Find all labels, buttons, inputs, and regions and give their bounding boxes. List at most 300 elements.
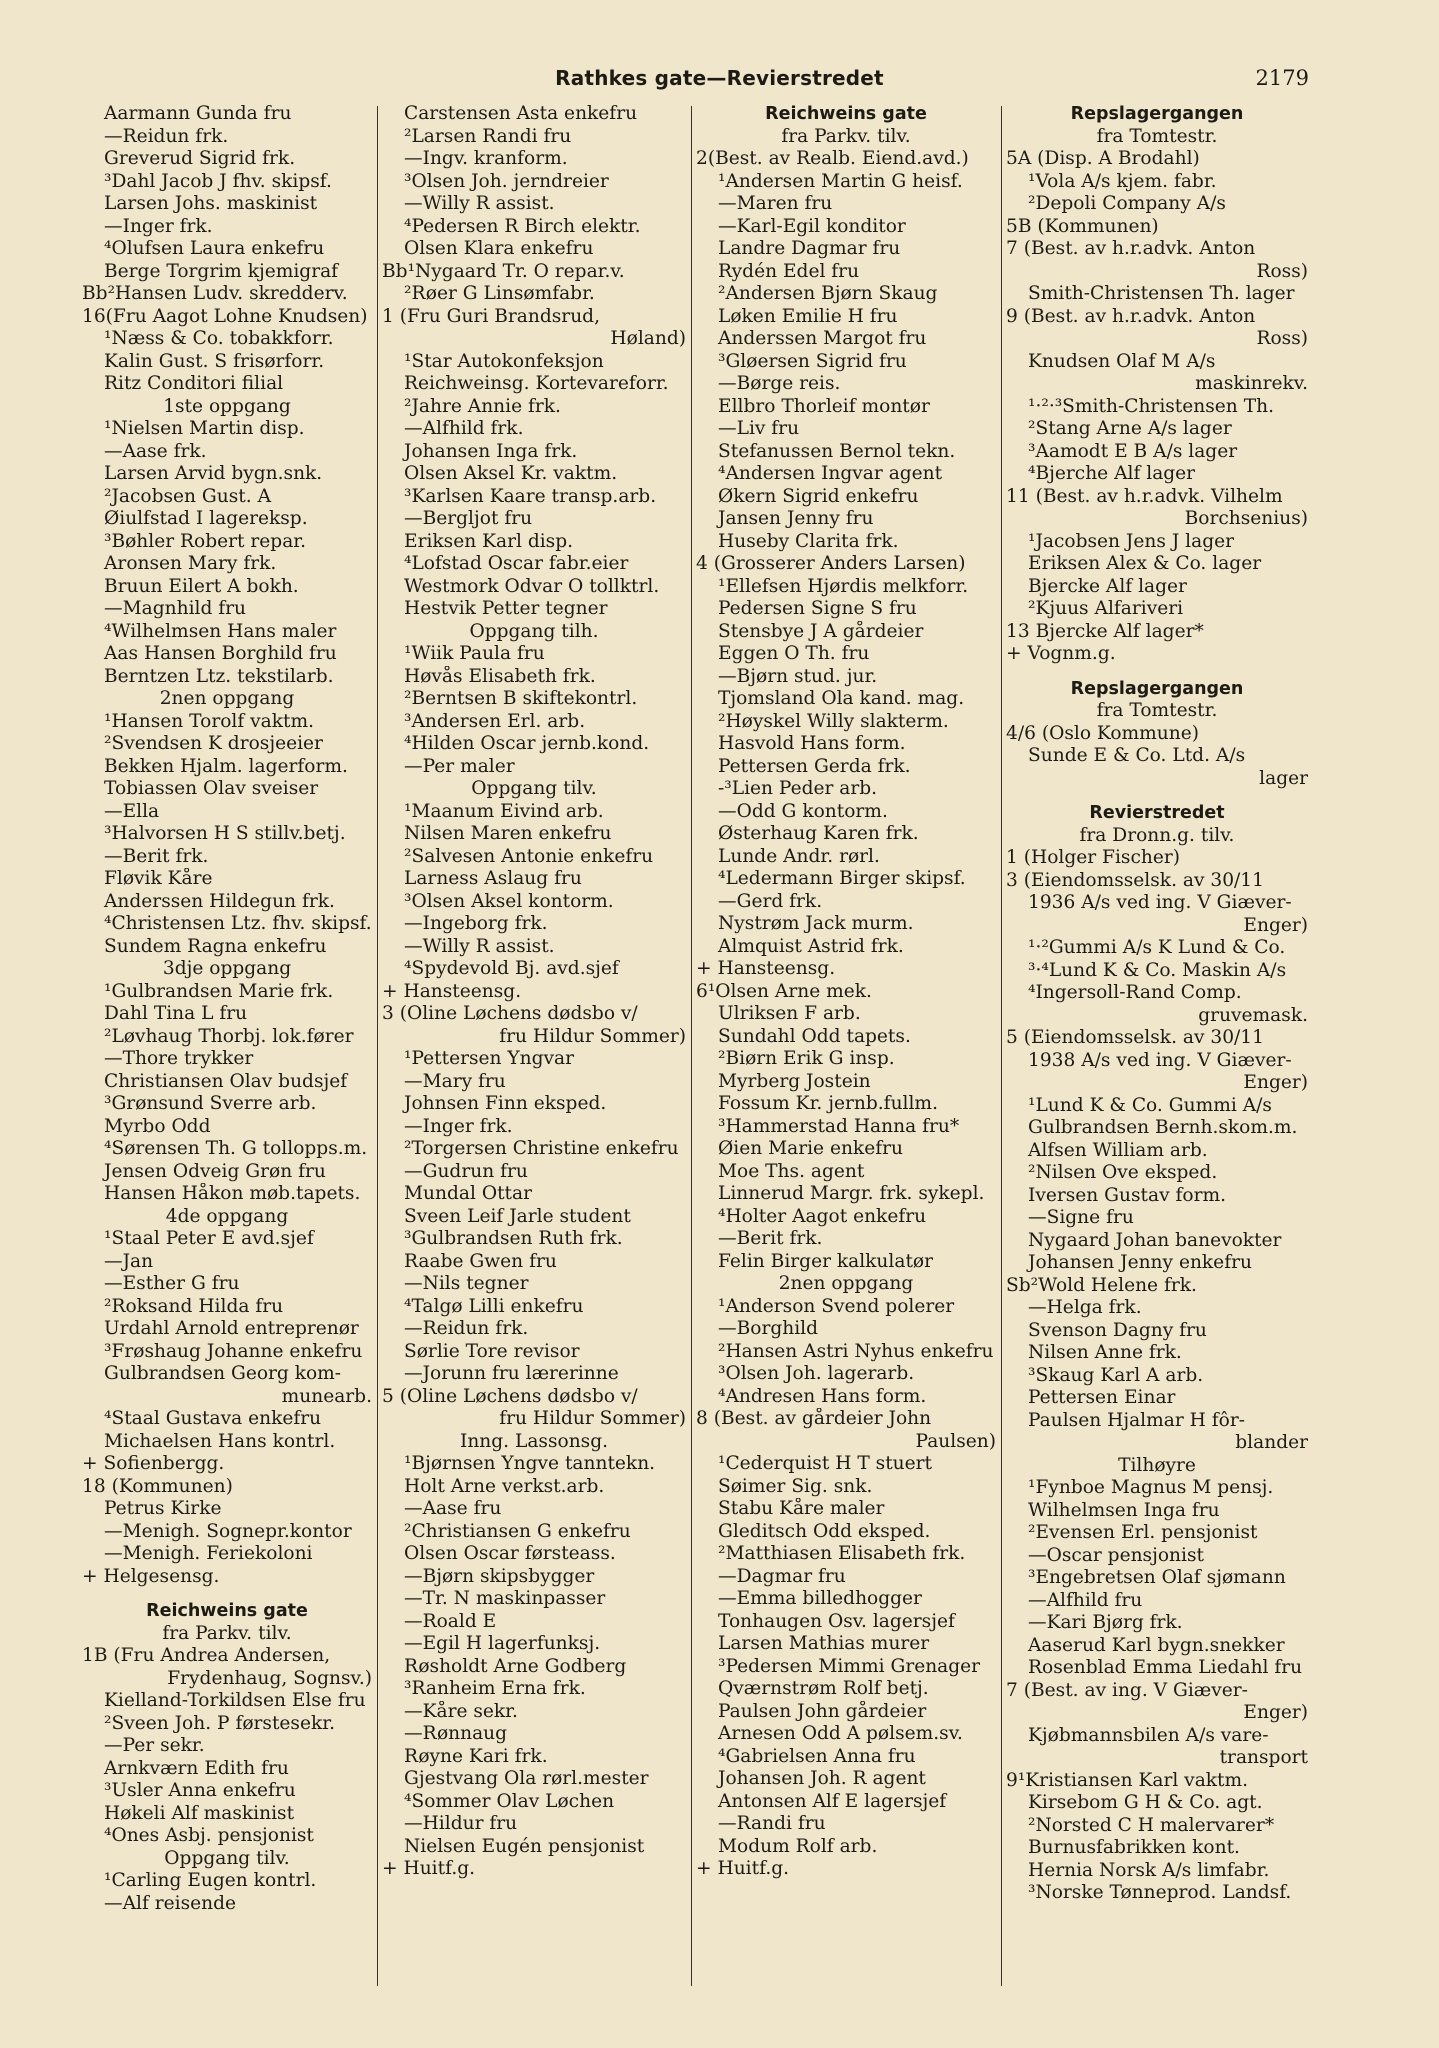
directory-entry: Huseby Clarita frk. <box>718 530 899 552</box>
directory-entry: ¹Vola A/s kjem. fabr. <box>1028 170 1217 192</box>
directory-entry: —Bjørn skipsbygger <box>404 1565 595 1587</box>
directory-entry: —Aase fru <box>404 1498 502 1519</box>
directory-entry: ⁴Ones Asbj. pensjonist <box>104 1825 314 1846</box>
directory-entry: Anderssen Margot fru <box>718 328 927 349</box>
street-heading: Revierstredet <box>1089 803 1225 823</box>
directory-entry: Fløvik Kåre <box>104 868 213 889</box>
directory-entry: Anderssen Hildegun frk. <box>104 890 335 912</box>
directory-entry: 5 (Eiendomsselsk. av 30/11 <box>1006 1027 1264 1048</box>
directory-entry: Øiulfstad I lagereksp. <box>104 508 308 529</box>
directory-entry: —Emma billedhogger <box>718 1588 922 1609</box>
directory-entry: —Bergljot fru <box>404 508 533 529</box>
directory-entry: ⁴Sommer Olav Løchen <box>404 1790 615 1812</box>
directory-entry: —Hildur fru <box>404 1813 518 1834</box>
directory-entry: ²Depoli Company A/s <box>1028 193 1226 214</box>
directory-entry: + Vognm.g. <box>1006 643 1116 664</box>
directory-entry: ²Høyskel Willy slakterm. <box>718 710 949 732</box>
directory-entry: Kirsebom G H & Co. agt. <box>1028 1792 1263 1813</box>
directory-entry: fra Tomtestr. <box>1096 125 1218 147</box>
directory-entry: —Nils tegner <box>404 1273 529 1294</box>
directory-entry: Eriksen Alex & Co. lager <box>1028 553 1262 574</box>
directory-entry: —Inger frk. <box>404 1115 513 1137</box>
directory-entry: ¹Bjørnsen Yngve tanntekn. <box>404 1453 656 1474</box>
directory-entry: Eriksen Karl disp. <box>404 530 574 552</box>
directory-entry: 8 (Best. av gårdeier John <box>696 1408 932 1429</box>
directory-entry: maskinrekv. <box>1195 373 1308 394</box>
directory-entry: ⁴Ledermann Birger skipsf. <box>718 868 966 889</box>
directory-entry: Paulsen) <box>915 1430 996 1452</box>
directory-entry: ²Løvhaug Thorbj. lok.fører <box>104 1025 354 1047</box>
directory-entry: —Ella <box>104 800 160 822</box>
page-header <box>0 62 1439 96</box>
directory-entry: ²Sveen Joh. P førstesekr. <box>104 1712 336 1734</box>
column-divider <box>1001 106 1002 1986</box>
directory-entry: ⁴Sørensen Th. G tollopps.m. <box>104 1138 368 1159</box>
directory-entry: 3 (Eiendomsselsk. av 30/11 <box>1006 869 1264 891</box>
directory-entry: transport <box>1219 1747 1308 1768</box>
directory-entry: Paulsen John gårdeier <box>718 1700 927 1722</box>
directory-entry: —Signe fru <box>1028 1207 1134 1228</box>
directory-entry: ¹Hansen Torolf vaktm. <box>104 710 315 732</box>
directory-entry: Øien Marie enkefru <box>718 1138 903 1159</box>
directory-entry: fra Parkv. tilv. <box>781 125 911 147</box>
directory-entry: fru Hildur Sommer) <box>499 1025 686 1047</box>
directory-entry: ²Stang Arne A/s lager <box>1028 418 1232 439</box>
directory-entry: —Dagmar fru <box>718 1565 846 1587</box>
directory-entry: Knudsen Olaf M A/s <box>1028 350 1216 372</box>
directory-entry: Sundahl Odd tapets. <box>718 1025 911 1047</box>
directory-entry: + Huitf.g. <box>696 1858 790 1879</box>
directory-column-2 <box>382 103 686 2003</box>
directory-entry: ⁴Pedersen R Birch elektr. <box>404 215 641 237</box>
directory-entry: Oppgang tilv. <box>471 778 597 799</box>
directory-entry: Landre Dagmar fru <box>718 238 901 259</box>
directory-entry: Burnusfabrikken kont. <box>1028 1837 1240 1858</box>
directory-entry: Sunde E & Co. Ltd. A/s <box>1028 745 1246 766</box>
directory-entry: —Rønnaug <box>404 1723 508 1744</box>
directory-entry: ¹Wiik Paula fru <box>404 643 545 664</box>
directory-entry: ³Bøhler Robert repar. <box>104 530 307 552</box>
directory-entry: Hasvold Hans form. <box>718 733 906 754</box>
directory-entry: ⁴Christensen Ltz. fhv. skipsf. <box>104 913 372 934</box>
directory-entry: ³Andersen Erl. arb. <box>404 710 586 732</box>
directory-entry: ²Larsen Randi fru <box>404 125 572 147</box>
directory-entry: Johansen Joh. R agent <box>718 1768 926 1789</box>
directory-entry: ⁴Holter Aagot enkefru <box>718 1205 927 1227</box>
directory-entry: Pettersen Gerda frk. <box>718 755 911 777</box>
directory-entry: —Berit frk. <box>718 1228 823 1249</box>
directory-entry: Modum Rolf arb. <box>718 1835 878 1857</box>
directory-entry: Larness Aslaug fru <box>404 868 582 889</box>
directory-entry: ²Torgersen Christine enkefru <box>404 1138 679 1159</box>
directory-entry: Søimer Sig. snk. <box>718 1475 873 1497</box>
directory-entry: Linnerud Margr. frk. sykepl. <box>718 1183 985 1204</box>
directory-entry: Olsen Oscar førsteass. <box>404 1543 616 1564</box>
directory-entry: Berntzen Ltz. tekstilarb. <box>104 665 334 687</box>
directory-entry: ³Skaug Karl A arb. <box>1028 1364 1204 1386</box>
directory-entry: ⁴Andresen Hans form. <box>718 1385 927 1407</box>
directory-entry: Bruun Eilert A bokh. <box>104 575 299 597</box>
directory-entry: —Gudrun fru <box>404 1160 528 1182</box>
directory-entry: Rydén Edel fru <box>718 260 860 282</box>
directory-entry: Ellbro Thorleif montør <box>718 395 930 417</box>
street-heading: Reichweins gate <box>146 1601 308 1621</box>
directory-entry: Enger) <box>1243 1702 1308 1723</box>
directory-entry: ²Jahre Annie frk. <box>404 395 561 417</box>
directory-entry: ¹Gulbrandsen Marie frk. <box>104 980 334 1002</box>
directory-entry: Ross) <box>1256 260 1308 282</box>
directory-entry: ⁴Talgø Lilli enkefru <box>404 1295 584 1317</box>
directory-entry: Bb¹Nygaard Tr. O repar.v. <box>382 260 625 282</box>
directory-entry: —Oscar pensjonist <box>1028 1544 1204 1566</box>
directory-entry: 13 Bjercke Alf lager* <box>1006 620 1204 642</box>
directory-entry: 7 (Best. av h.r.advk. Anton <box>1006 238 1256 259</box>
directory-entry: 7 (Best. av ing. V Giæver- <box>1006 1679 1248 1701</box>
directory-entry: ³Engebretsen Olaf sjømann <box>1028 1567 1286 1588</box>
directory-entry: Østerhaug Karen frk. <box>718 823 919 844</box>
directory-entry: Tonhaugen Osv. lagersjef <box>718 1610 955 1632</box>
directory-entry: Enger) <box>1243 914 1308 936</box>
directory-entry: Holt Arne verkst.arb. <box>404 1475 605 1497</box>
directory-entry: —Berit frk. <box>104 845 209 867</box>
directory-entry: Bb²Hansen Ludv. skredderv. <box>82 283 348 304</box>
directory-entry: 6¹Olsen Arne mek. <box>696 980 872 1002</box>
directory-column-1 <box>82 103 372 2003</box>
directory-entry: Stefanussen Bernol tekn. <box>718 440 956 462</box>
directory-entry: blander <box>1235 1432 1308 1453</box>
directory-entry: Moe Ths. agent <box>718 1160 865 1182</box>
directory-entry: Nygaard Johan banevokter <box>1028 1229 1282 1251</box>
directory-entry: 18 (Kommunen) <box>82 1475 233 1497</box>
directory-entry: ⁴Staal Gustava enkefru <box>104 1408 322 1429</box>
directory-entry: Tjomsland Ola kand. mag. <box>718 688 965 709</box>
directory-entry: fru Hildur Sommer) <box>499 1408 686 1429</box>
directory-entry: ²Svendsen K drosjeeier <box>104 733 323 754</box>
directory-column-3 <box>696 103 996 2003</box>
directory-entry: ²Matthiasen Elisabeth frk. <box>718 1543 966 1564</box>
directory-entry: Jensen Odveig Grøn fru <box>104 1160 326 1182</box>
directory-entry: Raabe Gwen fru <box>404 1250 557 1272</box>
directory-entry: Westmork Odvar O tollktrl. <box>404 575 660 597</box>
directory-entry: gruvemask. <box>1198 1004 1308 1026</box>
directory-entry: —Gerd frk. <box>718 890 823 912</box>
directory-entry: —Alfhild fru <box>1028 1589 1143 1611</box>
directory-entry: ⁴Olufsen Laura enkefru <box>104 238 325 259</box>
directory-entry: ¹Anderson Svend polerer <box>718 1295 955 1317</box>
directory-entry: ³Ranheim Erna frk. <box>404 1678 586 1699</box>
directory-entry: ³Usler Anna enkefru <box>104 1780 296 1801</box>
directory-entry: 1ste oppgang <box>163 395 291 417</box>
directory-entry: Sveen Leif Jarle student <box>404 1205 631 1227</box>
street-heading: Reichweins gate <box>765 104 927 124</box>
directory-entry: ¹Nielsen Martin disp. <box>104 418 305 439</box>
column-divider <box>377 106 378 1986</box>
directory-entry: Gulbrandsen Georg kom- <box>104 1363 342 1384</box>
directory-entry: —Per maler <box>404 755 515 777</box>
page-title: Rathkes gate—Revierstredet <box>555 66 884 90</box>
directory-entry: Dahl Tina L fru <box>104 1003 248 1024</box>
directory-entry: Antonsen Alf E lagersjef <box>718 1790 947 1812</box>
directory-entry: munearb. <box>281 1385 372 1407</box>
street-heading: Repslagergangen <box>1070 104 1244 124</box>
directory-entry: Arnesen Odd A pølsem.sv. <box>718 1723 963 1744</box>
directory-entry: Sørlie Tore revisor <box>404 1340 580 1362</box>
directory-entry: —Ingeborg frk. <box>404 913 548 934</box>
directory-entry: ⁴Spydevold Bj. avd.sjef <box>404 958 619 979</box>
directory-entry: Aronsen Mary frk. <box>104 553 277 574</box>
directory-entry: Økern Sigrid enkefru <box>718 485 919 507</box>
directory-entry: Høland) <box>610 328 686 349</box>
directory-entry: 16(Fru Aagot Lohne Knudsen) <box>82 305 368 327</box>
directory-entry: Bjercke Alf lager <box>1028 575 1187 597</box>
directory-entry: Fossum Kr. jernb.fullm. <box>718 1093 938 1114</box>
directory-entry: ¹Andersen Martin G heisf. <box>718 170 963 192</box>
directory-entry: Tilhøyre <box>1118 1454 1196 1476</box>
column-divider <box>691 106 692 1986</box>
directory-entry: ³Halvorsen H S stillv.betj. <box>104 823 346 844</box>
directory-entry: ³Pedersen Mimmi Grenager <box>718 1655 981 1677</box>
directory-entry: ³Gulbrandsen Ruth frk. <box>404 1228 623 1249</box>
directory-entry: Mundal Ottar <box>404 1183 532 1204</box>
directory-entry: Johnsen Finn eksped. <box>404 1093 607 1114</box>
directory-entry: Kalin Gust. S frisørforr. <box>104 350 325 372</box>
directory-entry: + Helgesensg. <box>82 1565 220 1587</box>
directory-entry: ²Andersen Bjørn Skaug <box>718 283 938 304</box>
directory-entry: ¹·²Gummi A/s K Lund & Co. <box>1028 937 1286 958</box>
directory-entry: Ulriksen F arb. <box>718 1003 861 1024</box>
directory-entry: Larsen Mathias murer <box>718 1633 930 1654</box>
directory-entry: Myrbo Odd <box>104 1115 211 1137</box>
directory-entry: —Liv fru <box>718 418 800 439</box>
directory-entry: ³Gløersen Sigrid fru <box>718 350 907 372</box>
directory-entry: Jansen Jenny fru <box>718 508 874 529</box>
directory-entry: —Aase frk. <box>104 440 207 462</box>
directory-entry: Høvås Elisabeth frk. <box>404 665 596 687</box>
directory-entry: Larsen Arvid bygn.snk. <box>104 463 323 484</box>
directory-entry: Alfsen William arb. <box>1028 1139 1208 1161</box>
directory-entry: —Egil H lagerfunksj. <box>404 1633 601 1654</box>
directory-entry: Tobiassen Olav sveiser <box>104 778 319 799</box>
directory-entry: ²Nilsen Ove eksped. <box>1028 1162 1218 1183</box>
directory-entry: ²Hansen Astri Nyhus enkefru <box>718 1340 994 1362</box>
directory-entry: ²Norsted C H malervarer* <box>1028 1814 1275 1836</box>
directory-entry: Greverud Sigrid frk. <box>104 148 296 169</box>
page-number: 2179 <box>1255 66 1309 90</box>
directory-entry: Nilsen Anne frk. <box>1028 1342 1182 1363</box>
directory-entry: Qværnstrøm Rolf betj. <box>718 1678 929 1699</box>
directory-entry: ³Grønsund Sverre arb. <box>104 1093 317 1114</box>
directory-entry: —Jan <box>104 1250 154 1272</box>
directory-entry: Carstensen Asta enkefru <box>404 103 638 124</box>
directory-entry: Aarmann Gunda fru <box>104 103 292 124</box>
directory-entry: ⁴Andersen Ingvar agent <box>718 463 943 484</box>
directory-entry: ³Olsen Joh. jerndreier <box>404 170 609 192</box>
directory-entry: ⁴Ingersoll-Rand Comp. <box>1028 982 1242 1003</box>
directory-entry: Wilhelmsen Inga fru <box>1028 1499 1220 1521</box>
directory-entry: 4 (Grosserer Anders Larsen) <box>696 553 966 574</box>
directory-entry: + Hansteensg. <box>696 958 836 979</box>
directory-entry: —Borghild <box>718 1318 819 1339</box>
directory-entry: Rosenblad Emma Liedahl fru <box>1028 1657 1303 1678</box>
directory-entry: + Sofienbergg. <box>82 1453 225 1474</box>
directory-entry: ¹·²·³Smith-Christensen Th. <box>1028 395 1274 417</box>
directory-entry: ¹Næss & Co. tobakkforr. <box>104 328 334 349</box>
directory-entry: Pettersen Einar <box>1028 1387 1176 1408</box>
directory-entry: —Jorunn fru lærerinne <box>404 1363 619 1384</box>
directory-entry: ²Roksand Hilda fru <box>104 1295 284 1317</box>
directory-entry: 4/6 (Oslo Kommune) <box>1006 722 1199 744</box>
directory-entry: —Karl-Egil konditor <box>718 215 906 237</box>
directory-entry: Smith-Christensen Th. lager <box>1028 283 1295 304</box>
directory-entry: ²Biørn Erik G insp. <box>718 1048 895 1069</box>
directory-entry: ²Røer G Linsømfabr. <box>404 283 595 304</box>
directory-entry: Gjestvang Ola rørl.mester <box>404 1768 649 1789</box>
directory-entry: 11 (Best. av h.r.advk. Vilhelm <box>1006 485 1283 507</box>
directory-entry: ²Jacobsen Gust. A <box>104 485 272 507</box>
directory-entry: 2(Best. av Realb. Eiend.avd.) <box>696 148 969 169</box>
directory-entry: Petrus Kirke <box>104 1498 222 1519</box>
directory-entry: Nilsen Maren enkefru <box>404 823 612 844</box>
directory-entry: ³Aamodt E B A/s lager <box>1028 440 1238 462</box>
directory-entry: —Menigh. Sognepr.kontor <box>104 1520 352 1542</box>
directory-entry: ¹Star Autokonfeksjon <box>404 350 604 372</box>
directory-entry: —Willy R assist. <box>404 193 555 214</box>
directory-entry: ³Olsen Aksel kontorm. <box>404 890 614 912</box>
directory-entry: —Ingv. kranform. <box>404 148 568 169</box>
directory-entry: Felin Birger kalkulatør <box>718 1250 933 1272</box>
directory-entry: Bekken Hjalm. lagerform. <box>104 755 348 777</box>
directory-entry: —Per sekr. <box>104 1735 205 1756</box>
directory-entry: Urdahl Arnold entreprenør <box>104 1318 359 1339</box>
directory-entry: 3 (Oline Løchens dødsbo v/ <box>382 1003 638 1024</box>
directory-entry <box>1006 666 1308 678</box>
directory-entry: —Magnhild fru <box>104 598 247 619</box>
directory-entry: Sb²Wold Helene frk. <box>1006 1274 1197 1296</box>
directory-entry: —Kåre sekr. <box>404 1700 518 1722</box>
directory-entry: ¹Fynboe Magnus M pensj. <box>1028 1477 1274 1498</box>
directory-entry: Gleditsch Odd eksped. <box>718 1520 931 1542</box>
directory-entry: 4de oppgang <box>165 1205 289 1227</box>
directory-entry: —Alfhild frk. <box>404 418 524 439</box>
directory-entry: ¹Cederquist H T stuert <box>718 1453 933 1474</box>
directory-entry: —Inger frk. <box>104 215 213 237</box>
directory-entry: —Alf reisende <box>104 1892 237 1914</box>
directory-entry: Hansen Håkon møb.tapets. <box>104 1183 361 1204</box>
directory-entry: Olsen Aksel Kr. vaktm. <box>404 463 618 484</box>
directory-entry: 9¹Kristiansen Karl vaktm. <box>1006 1769 1249 1791</box>
directory-entry: Enger) <box>1243 1072 1308 1093</box>
directory-entry: Kielland-Torkildsen Else fru <box>104 1690 366 1711</box>
directory-entry: 2nen oppgang <box>159 688 295 709</box>
directory-entry: Johansen Jenny enkefru <box>1028 1252 1252 1273</box>
directory-entry: —Reidun frk. <box>104 125 229 147</box>
directory-entry: Ritz Conditori filial <box>104 373 284 394</box>
directory-entry: —Helga frk. <box>1028 1297 1142 1318</box>
directory-entry: Lunde Andr. rørl. <box>718 845 880 867</box>
directory-entry: + Huitf.g. <box>382 1858 476 1879</box>
directory-entry: —Maren fru <box>718 193 833 214</box>
directory-entry: 1B (Fru Andrea Andersen, <box>82 1645 331 1666</box>
directory-entry: Røyne Kari frk. <box>404 1745 548 1767</box>
directory-entry: —Esther G fru <box>104 1273 240 1294</box>
directory-entry: Reichweinsg. Kortevareforr. <box>404 373 669 394</box>
directory-entry: -³Lien Peder arb. <box>718 778 878 799</box>
directory-entry: Almquist Astrid frk. <box>718 935 904 957</box>
directory-column-4 <box>1006 103 1308 2003</box>
directory-entry: —Bjørn stud. jur. <box>718 665 878 687</box>
directory-entry: —Reidun frk. <box>404 1318 529 1339</box>
directory-entry <box>82 1588 372 1600</box>
directory-entry: ³Olsen Joh. lagerarb. <box>718 1363 915 1384</box>
directory-entry: Hernia Norsk A/s limfabr. <box>1028 1859 1270 1881</box>
directory-entry: ⁴Hilden Oscar jernb.kond. <box>404 733 650 754</box>
directory-entry: —Tr. N maskinpasser <box>404 1588 606 1609</box>
directory-entry: fra Dronn.g. tilv. <box>1079 824 1235 846</box>
directory-entry: Nielsen Eugén pensjonist <box>404 1835 645 1857</box>
directory-entry: Ross) <box>1256 328 1308 349</box>
directory-entry: —Willy R assist. <box>404 935 555 957</box>
directory-entry: Løken Emilie H fru <box>718 305 898 327</box>
directory-entry: Iversen Gustav form. <box>1028 1184 1227 1206</box>
directory-entry: Gulbrandsen Bernh.skom.m. <box>1028 1117 1298 1138</box>
directory-entry: ³Frøshaug Johanne enkefru <box>104 1340 363 1362</box>
directory-entry: —Roald E <box>404 1610 497 1632</box>
directory-entry: —Menigh. Feriekoloni <box>104 1543 313 1564</box>
directory-entry: fra Parkv. tilv. <box>162 1622 292 1644</box>
directory-entry: —Mary fru <box>404 1070 506 1092</box>
directory-entry: ¹Lund K & Co. Gummi A/s <box>1028 1094 1272 1116</box>
directory-entry: —Børge reis. <box>718 373 841 394</box>
directory-entry: 5 (Oline Løchens dødsbo v/ <box>382 1385 638 1407</box>
directory-entry: Olsen Klara enkefru <box>404 238 594 259</box>
directory-entry: ¹Jacobsen Jens J lager <box>1028 530 1235 552</box>
directory-entry: 1 (Holger Fischer) <box>1006 847 1180 868</box>
directory-entry: Hestvik Petter tegner <box>404 598 608 619</box>
directory-entry: ¹Ellefsen Hjørdis melkforr. <box>718 575 969 597</box>
directory-entry: ⁴Wilhelmsen Hans maler <box>104 620 337 642</box>
directory-entry: ³Hammerstad Hanna fru* <box>718 1115 960 1137</box>
directory-entry: Michaelsen Hans kontrl. <box>104 1430 336 1452</box>
directory-entry: Johansen Inga frk. <box>404 440 578 462</box>
directory-entry: ⁴Lofstad Oscar fabr.eier <box>404 553 629 574</box>
directory-entry: + Hansteensg. <box>382 980 522 1002</box>
directory-entry: Berge Torgrim kjemigraf <box>104 260 339 282</box>
directory-entry: Oppgang tilh. <box>469 620 599 642</box>
directory-entry: Inng. Lassonsg. <box>459 1430 609 1452</box>
directory-entry: ²Salvesen Antonie enkefru <box>404 845 654 867</box>
directory-entry: 5B (Kommunen) <box>1006 215 1159 237</box>
directory-entry: 1936 A/s ved ing. V Giæver- <box>1028 892 1292 913</box>
directory-entry: ²Kjuus Alfariveri <box>1028 598 1184 619</box>
directory-entry: Larsen Johs. maskinist <box>104 193 318 214</box>
directory-entry: ²Berntsen B skiftekontrl. <box>404 688 638 709</box>
directory-entry: fra Tomtestr. <box>1096 700 1218 721</box>
directory-entry: ¹Carling Eugen kontrl. <box>104 1870 317 1891</box>
directory-entry: Christiansen Olav budsjef <box>104 1070 348 1092</box>
directory-entry: Paulsen Hjalmar H fôr- <box>1028 1409 1246 1431</box>
directory-entry: Høkeli Alf maskinist <box>104 1802 295 1824</box>
directory-entry: ²Christiansen G enkefru <box>404 1520 631 1542</box>
directory-entry: ¹Staal Peter E avd.sjef <box>104 1228 314 1249</box>
directory-entry: ¹Maanum Eivind arb. <box>404 800 604 822</box>
directory-entry: Eggen O Th. fru <box>718 643 870 664</box>
directory-entry: 2nen oppgang <box>778 1273 914 1294</box>
directory-entry: ⁴Bjerche Alf lager <box>1028 463 1196 484</box>
directory-entry: —Odd G kontorm. <box>718 800 888 822</box>
directory-entry: ²Evensen Erl. pensjonist <box>1028 1522 1258 1543</box>
directory-entry: Stensbye J A gårdeier <box>718 620 924 642</box>
directory-entry: 1 (Fru Guri Brandsrud, <box>382 305 600 327</box>
